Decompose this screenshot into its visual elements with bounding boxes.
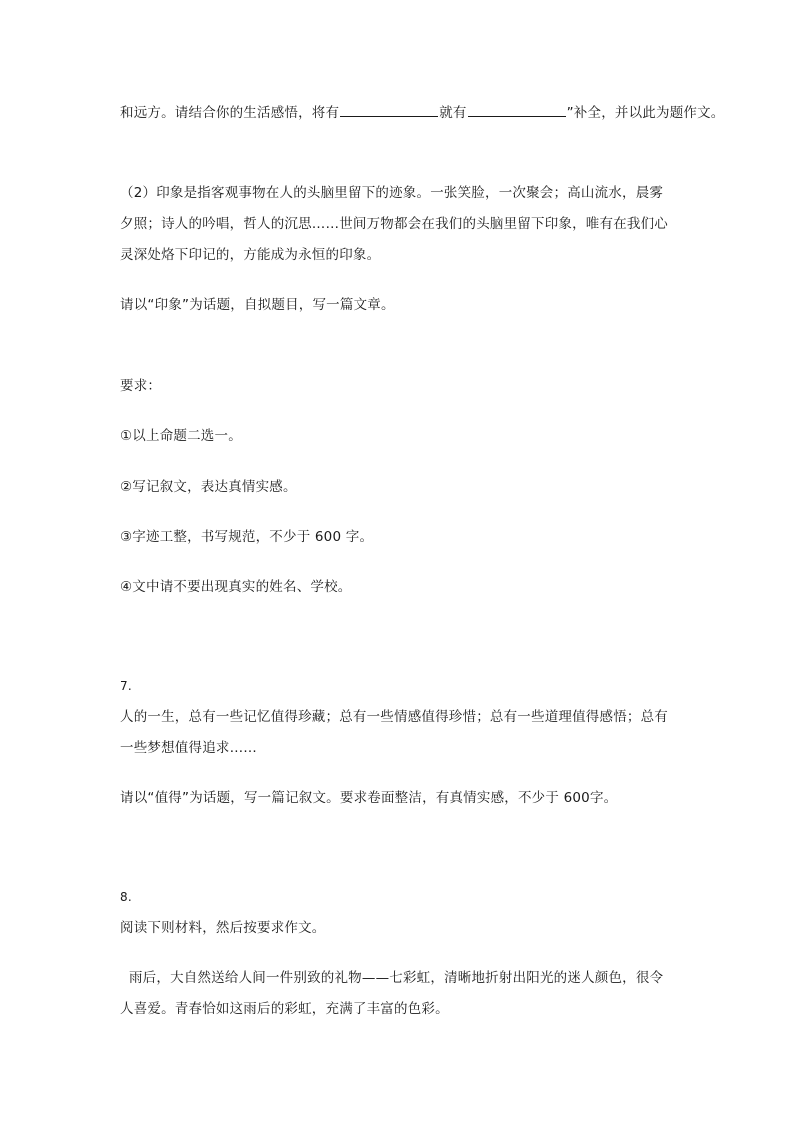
q6-option2-line2: 夕照；诗人的吟唱，哲人的沉思……世间万物都会在我们的头脑里留下印象，唯有在我们心 xyxy=(120,216,668,232)
fill-in-blank-1 xyxy=(340,102,438,117)
q6-option2-prompt: 请以“印象”为话题，自拟题目，写一篇文章。 xyxy=(120,297,395,313)
q6-option2-line1: （2）印象是指客观事物在人的头脑里留下的迹象。一张笑脸，一次聚会；高山流水，晨雾 xyxy=(120,185,664,201)
requirement-item-2: ②写记叙文，表达真情实感。 xyxy=(120,479,297,495)
q7-line2: 一些梦想值得追求…… xyxy=(120,740,257,756)
requirement-item-3: ③字迹工整，书写规范，不少于 600 字。 xyxy=(120,529,374,545)
requirement-item-1: ①以上命题二选一。 xyxy=(120,428,242,444)
q8-number: 8. xyxy=(120,890,132,904)
q7-prompt: 请以“值得”为话题，写一篇记叙文。要求卷面整洁，有真情实感，不少于 600字。 xyxy=(120,790,618,806)
requirement-item-4: ④文中请不要出现真实的姓名、学校。 xyxy=(120,579,352,595)
fill-in-blank-2 xyxy=(468,102,566,117)
q7-line1: 人的一生，总有一些记忆值得珍藏；总有一些情感值得珍惜；总有一些道理值得感悟；总有 xyxy=(120,709,668,725)
q6-intro-part3: ”补全，并以此为题作文。 xyxy=(566,105,725,121)
q6-option2-line3: 灵深处烙下印记的，方能成为永恒的印象。 xyxy=(120,247,381,263)
q7-number: 7. xyxy=(120,679,132,693)
q6-intro-part2: 就有 xyxy=(439,105,467,121)
requirements-heading: 要求： xyxy=(120,378,162,394)
q8-line1: 雨后，大自然送给人间一件别致的礼物——七彩虹，清晰地折射出阳光的迷人颜色，很令 xyxy=(120,970,664,986)
q6-intro-line xyxy=(120,102,725,123)
q8-instruction: 阅读下则材料，然后按要求作文。 xyxy=(120,920,326,936)
q8-line2: 人喜爱。青春恰如这雨后的彩虹，充满了丰富的色彩。 xyxy=(120,1001,449,1017)
q6-intro-part1: 和远方。请结合你的生活感悟，将有 xyxy=(120,105,340,121)
